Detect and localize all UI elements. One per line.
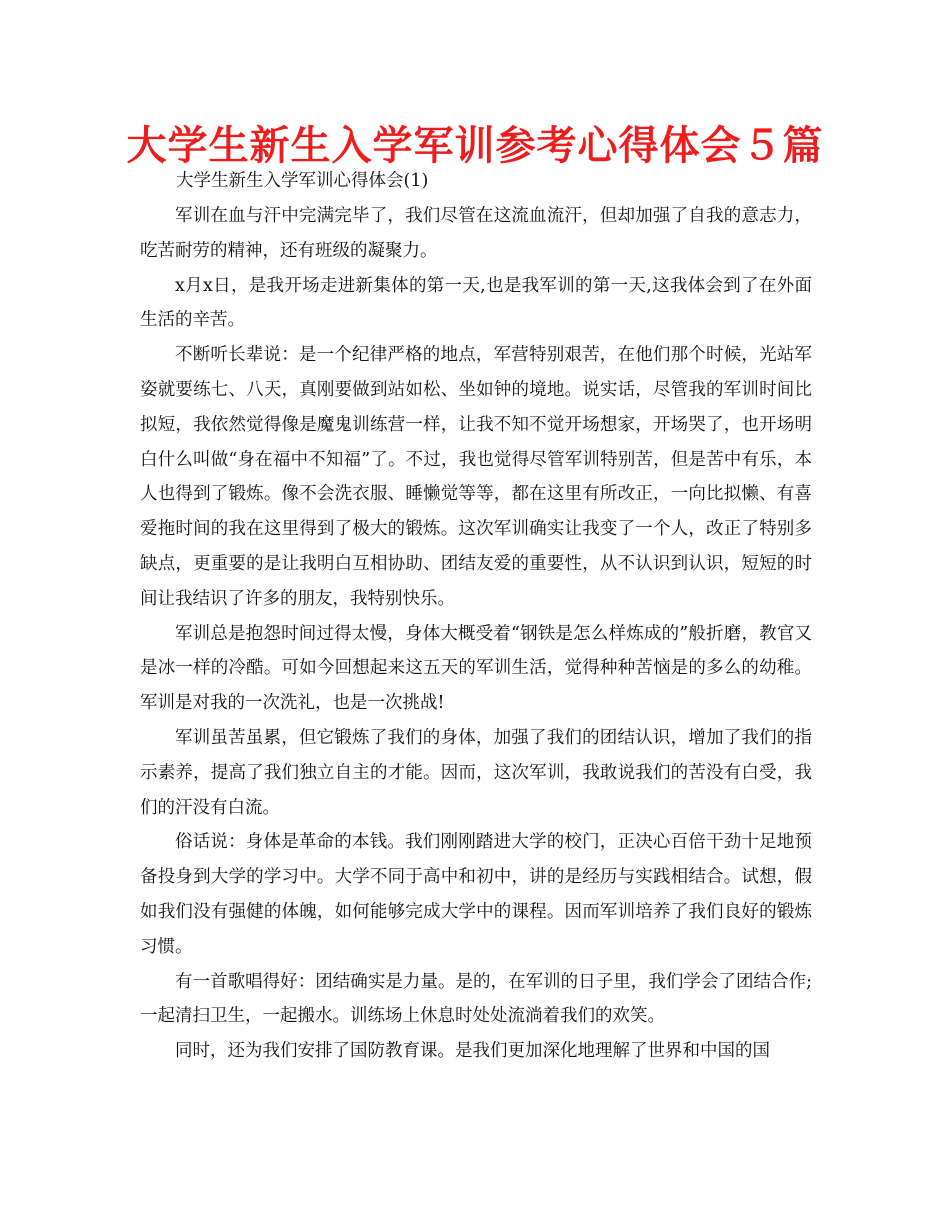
paragraph: 军训总是抱怨时间过得太慢，身体大概受着“钢铁是怎么样炼成的”般折磨，教官又是冰一样的冷酷。可如今回想起来这五天的军训生活，觉得种种苦恼是的多么的幼稚。军训是对我的一次洗礼，也是一次挑战!: [140, 623, 812, 714]
paragraph: 军训在血与汗中完满完毕了，我们尽管在这流血流汗，但却加强了自我的意志力，吃苦耐劳的精神，还有班级的凝聚力。: [140, 206, 812, 261]
paragraph: x月x日，是我开场走进新集体的第一天,也是我军训的第一天,这我体会到了在外面生活的辛苦。: [140, 275, 812, 331]
document-body: [140, 199, 812, 1069]
paragraph: 俗话说：身体是革命的本钱。我们刚刚踏进大学的校门，正决心百倍干劲十足地预备投身到大学的学习中。大学不同于高中和初中，讲的是经历与实践相结合。试想，假如我们没有强健的体魄，如何能够完成大学中的课程。因而军训培养了我们良好的锻炼习惯。: [140, 832, 812, 957]
paragraph: 军训虽苦虽累，但它锻炼了我们的身体，加强了我们的团结认识，增加了我们的指示素养，提高了我们独立自主的才能。因而，这次军训，我敢说我们的苦没有白受，我们的汗没有白流。: [140, 727, 812, 818]
document-subtitle: 大学生新生入学军训心得体会(1): [176, 171, 429, 191]
paragraph: 有一首歌唱得好：团结确实是力量。是的，在军训的日子里，我们学会了团结合作;一起清扫卫生，一起搬水。训练场上休息时处处流淌着我们的欢笑。: [140, 971, 812, 1027]
document-title: 大学生新生入学军训参考心得体会５篇: [126, 123, 824, 169]
paragraph: 不断听长辈说：是一个纪律严格的地点，军营特别艰苦，在他们那个时候，光站军姿就要练七、八天，真刚要做到站如松、坐如钟的境地。说实话，尽管我的军训时间比拟短，我依然觉得像是魔鬼训练营一样，让我不知不觉开场想家，开场哭了，也开场明白什么叫做“身在福中不知福”了。不过，我也觉得尽管军训特别苦，但是苦中有乐，本人也得到了锻炼。像不会洗衣服、睡懒觉等等，都在这里有所改正，一向比拟懒、有喜爱拖时间的我在这里得到了极大的锻炼。这次军训确实让我变了一个人，改正了特别多缺点，更重要的是让我明白互相协助、团结友爱的重要性，从不认识到认识，短短的时间让我结识了许多的朋友，我特别快乐。: [140, 345, 812, 609]
paragraph: 同时，还为我们安排了国防教育课。是我们更加深化地理解了世界和中国的国: [175, 1041, 770, 1062]
